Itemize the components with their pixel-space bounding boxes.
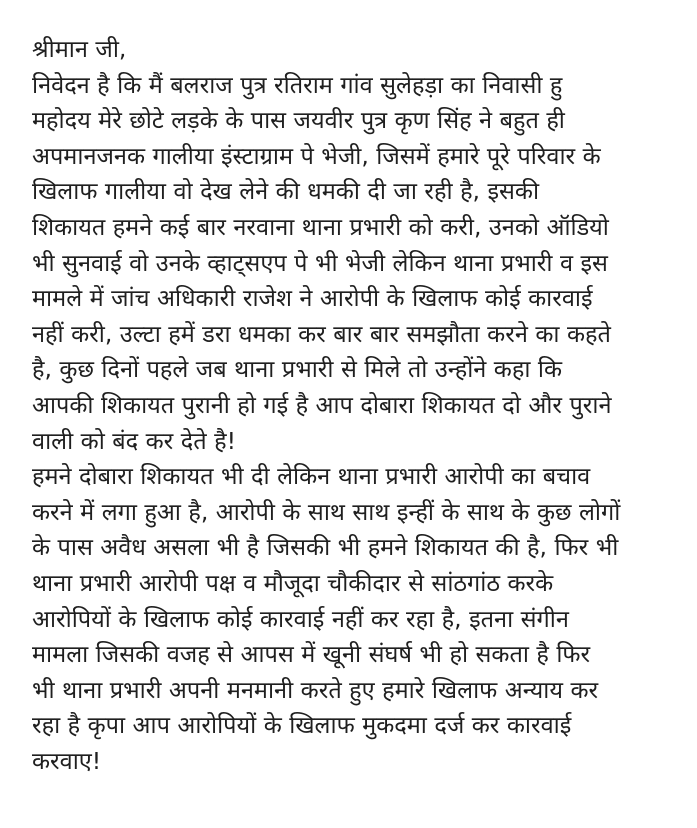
- letter-line: करने में लगा हुआ है, आरोपी के साथ साथ इन्हीं के साथ के कुछ लोगों: [32, 497, 621, 526]
- letter-line: निवेदन है कि मैं बलराज पुत्र रतिराम गांव सुलेहड़ा का निवासी हु: [32, 70, 563, 99]
- letter-line: रहा है कृपा आप आरोपियों के खिलाफ मुकदमा दर्ज कर कारवाई: [32, 711, 572, 740]
- letter-line: मामले में जांच अधिकारी राजेश ने आरोपी के खिलाफ कोई कारवाई: [32, 284, 593, 313]
- letter-line: थाना प्रभारी आरोपी पक्ष व मौजूदा चौकीदार से सांठगांठ करके: [32, 568, 554, 597]
- letter-line: खिलाफ गालीया वो देख लेने की धमकी दी जा रही है, इसकी: [32, 177, 540, 206]
- letter-line: नहीं करी, उल्टा हमें डरा धमका कर बार बार समझौता करने का कहते: [32, 319, 611, 348]
- letter-line: है, कुछ दिनों पहले जब थाना प्रभारी से मिले तो उन्होंने कहा कि: [32, 355, 563, 384]
- letter-line: वाली को बंद कर देते है!: [32, 426, 236, 455]
- letter-line: अपमानजनक गालीया इंस्टाग्राम पे भेजी, जिसमें हमारे पूरे परिवार के: [32, 141, 601, 170]
- letter-line-closing: करवाए!: [32, 746, 102, 775]
- letter-line: के पास अवैध असला भी है जिसकी भी हमने शिकायत की है, फिर भी: [32, 533, 619, 562]
- letter-line: हमने दोबारा शिकायत भी दी लेकिन थाना प्रभारी आरोपी का बचाव: [32, 462, 591, 491]
- letter-line: भी सुनवाई वो उनके व्हाट्सएप पे भी भेजी लेकिन थाना प्रभारी व इस: [32, 248, 608, 277]
- letter-line: शिकायत हमने कई बार नरवाना थाना प्रभारी को करी, उनको ऑडियो: [32, 212, 609, 241]
- letter-line: महोदय मेरे छोटे लड़के के पास जयवीर पुत्र कृण सिंह ने बहुत ही: [32, 106, 565, 135]
- letter-line: भी थाना प्रभारी अपनी मनमानी करते हुए हमारे खिलाफ अन्याय कर: [32, 675, 599, 704]
- letter-line: आपकी शिकायत पुरानी हो गई है आप दोबारा शिकायत दो और पुराने: [32, 390, 612, 419]
- letter-line: आरोपियों के खिलाफ कोई कारवाई नहीं कर रहा है, इतना संगीन: [32, 604, 569, 633]
- letter-body: [32, 32, 697, 779]
- letter-line-salutation: श्रीमान जी,: [32, 35, 127, 63]
- letter-line: मामला जिसकी वजह से आपस में खूनी संघर्ष भी हो सकता है फिर: [32, 640, 591, 669]
